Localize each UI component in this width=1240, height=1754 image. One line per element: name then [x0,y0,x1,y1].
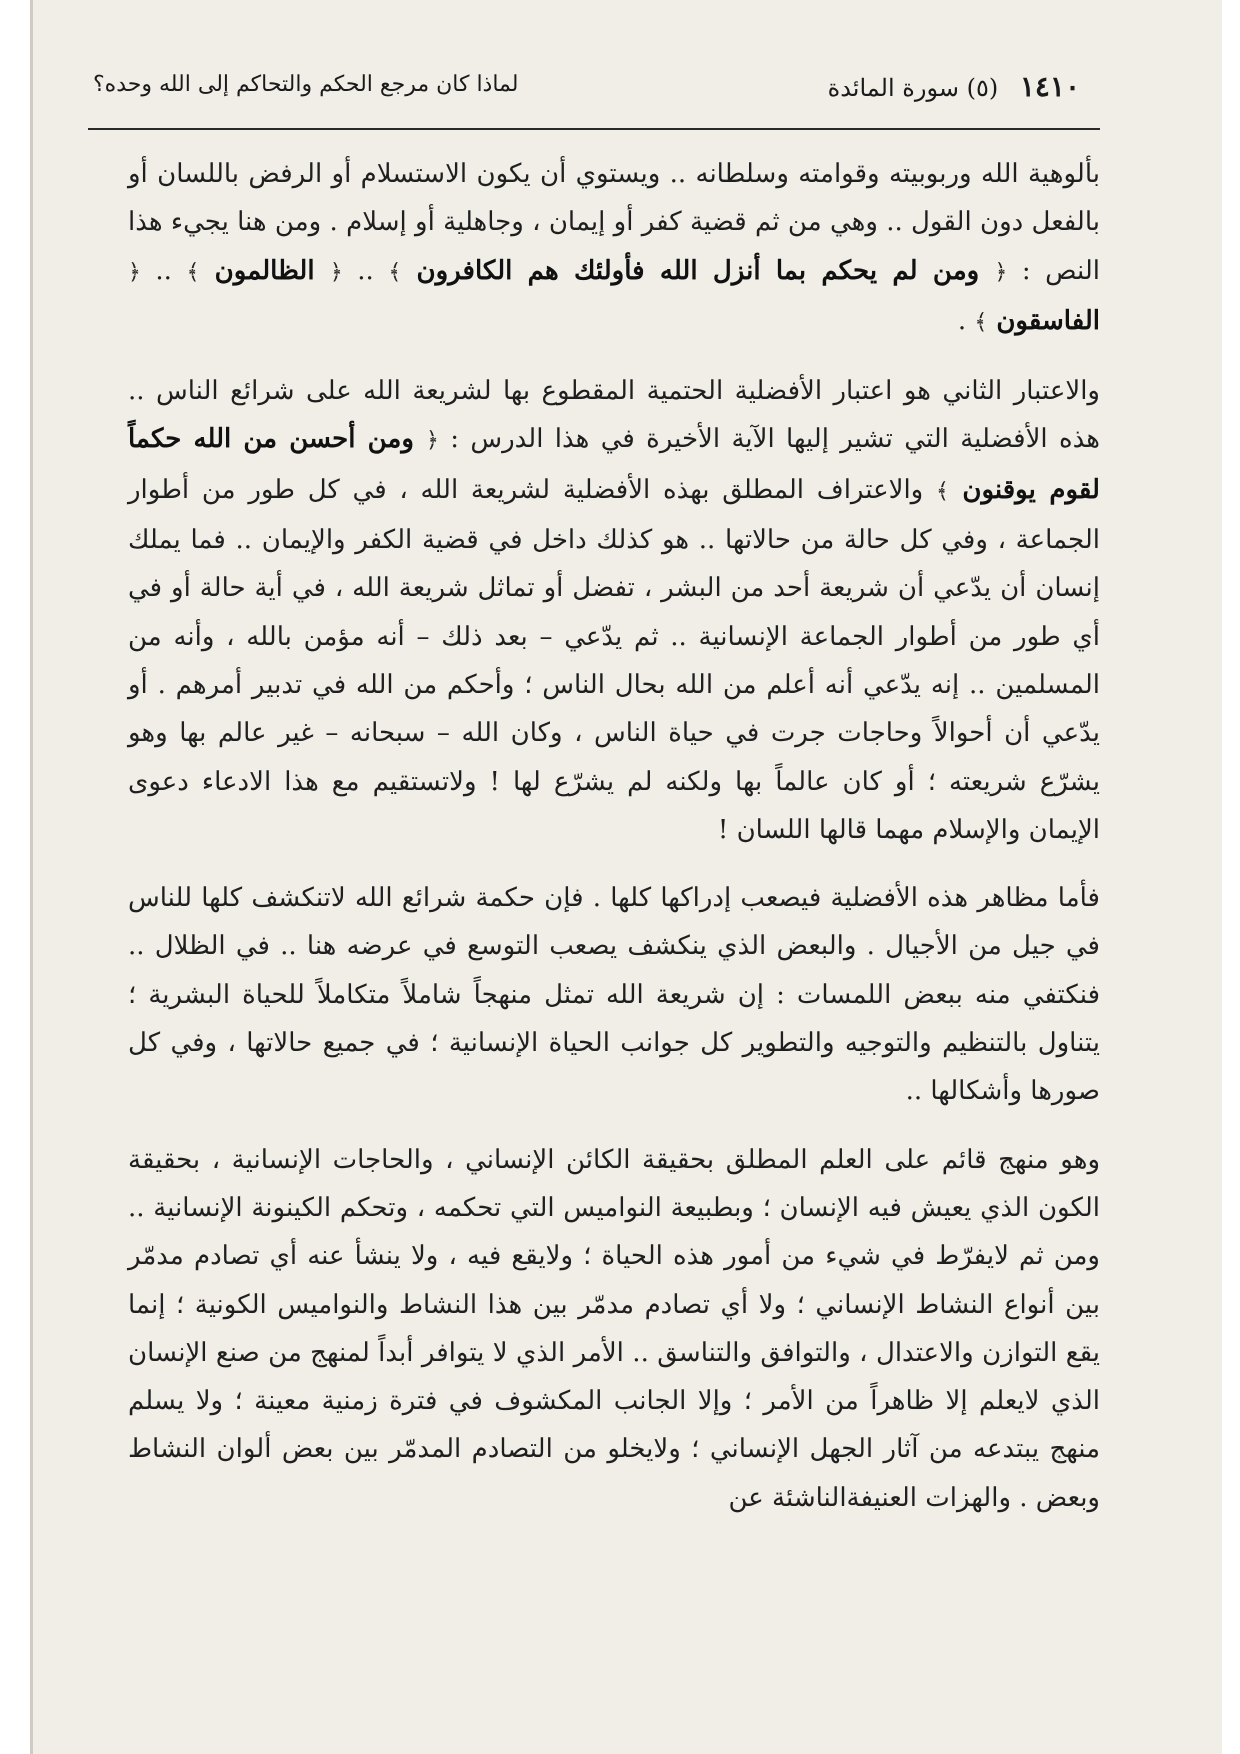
scan-margin [1222,0,1240,1754]
body-text [128,150,1100,1522]
quran-bracket: ﴾ [935,478,949,504]
paragraph [128,367,1100,854]
paragraph-text: بألوهية الله وربوبيته وقوامته وسلطانه .. ويستوي أن يكون الاستسلام أو الرفض باللسان أو بالفعل دون القول .. وهي من ثم قضية كفر أو إيمان ، وجاهلية أو إسلام . ومن هنا يجيء هذا النص : [128,159,1101,286]
header-right [828,70,1080,103]
quran-bracket: ﴾ [186,259,200,285]
book-page [30,0,1230,1754]
paragraph-text: فأما مظاهر هذه الأفضلية فيصعب إدراكها كلها . فإن حكمة شرائع الله لاتنكشف كلها للناس في جيل من الأجيال . والبعض الذي ينكشف يصعب التوسع في عرضه هنا .. في الظلال .. فنكتفي منه ببعض اللمسات : إن شريعة الله تمثل منهجاً شاملاً متكاملاً للحياة البشرية ؛ يتناول بالتنظيم والتوجيه والتطوير كل جوانب الحياة الإنسانية ؛ في جميع حالاتها ، وفي كل صورها وأشكالها .. [128,883,1100,1107]
running-header [93,62,1080,112]
paragraph-text: . [957,305,975,336]
paragraph-text: .. [140,255,187,286]
quran-quote: ومن أحسن من الله حكماً لقوم يوقنون [128,424,1100,505]
quran-bracket: ﴿ [128,259,141,285]
paragraph [128,1136,1100,1522]
quran-bracket: ﴿ [329,259,343,285]
quran-quote: الظالمون [199,255,330,286]
quran-bracket: ﴿ [994,259,1008,285]
paragraph [128,150,1100,347]
paragraph-text: والاعتراف المطلق بهذه الأفضلية لشريعة الله ، في كل طور من أطوار الجماعة ، وفي كل حالة من حالاتها .. هو كذلك داخل في قضية الكفر والإيمان .. فما يملك إنسان أن يدّعي أن شريعة أحد من البشر ، تفضل أو تماثل شريعة الله ، في أية حالة أو في أي طور من أطوار الجماعة الإنسانية .. ثم يدّعي – بعد ذلك – أنه مؤمن بالله ، وأنه من المسلمين .. إنه يدّعي أنه أعلم من الله بحال الناس ؛ وأحكم من الله في تدبير أمرهم . أو يدّعي أن أحوالاً وحاجات جرت في حياة الناس ، وكان الله – سبحانه – غير عالم بها وهو يشرّع شريعته ؛ أو كان عالماً بها ولكنه لم يشرّع لها ! ولاتستقيم مع هذا الادعاء دعوى الإيمان والإسلام مهما قالها اللسان ! [128,474,1100,845]
surah-label: (٥) سورة المائدة [827,74,999,102]
paragraph-text: .. [342,255,389,286]
page-number: ١٤١٠ [1019,70,1080,103]
quran-bracket: ﴾ [388,259,402,285]
quran-bracket: ﴿ [426,428,439,454]
quran-quote: ومن لم يحكم بما أنزل الله فأولئك هم الكافرون [401,255,995,286]
paragraph-text: والاعتبار الثاني هو اعتبار الأفضلية الحتمية المقطوع بها لشريعة الله على شرائع الناس .. هذه الأفضلية التي تشير إليها الآية الأخيرة في هذا الدرس : [128,376,1100,455]
chapter-title: لماذا كان مرجع الحكم والتحاكم إلى الله وحده؟ [93,72,519,97]
paragraph-text: وهو منهج قائم على العلم المطلق بحقيقة الكائن الإنساني ، والحاجات الإنسانية ، بحقيقة الكون الذي يعيش فيه الإنسان ؛ وبطبيعة النواميس التي تحكمه ، وتحكم الكينونة الإنسانية .. ومن ثم لايفرّط في شيء من أمور هذه الحياة ؛ ولايقع فيه ، ولا ينشأ عنه أي تصادم مدمّر بين أنواع النشاط الإنساني ؛ ولا أي تصادم مدمّر بين هذا النشاط والنواميس الكونية ؛ إنما يقع التوازن والاعتدال ، والتوافق والتناسق .. الأمر الذي لا يتوافر أبداً لمنهج من صنع الإنسان الذي لايعلم إلا ظاهراً من الأمر ؛ وإلا الجانب المكشوف في فترة زمنية معينة ؛ ولا يسلم منهج يبتدعه من آثار الجهل الإنساني ؛ ولايخلو من التصادم المدمّر بين بعض ألوان النشاط وبعض . والهزات العنيفةالناشئة عن [128,1144,1101,1513]
paragraph [128,874,1100,1115]
quran-quote: الفاسقون [987,305,1100,336]
header-divider [88,128,1100,130]
quran-bracket: ﴾ [974,309,988,335]
